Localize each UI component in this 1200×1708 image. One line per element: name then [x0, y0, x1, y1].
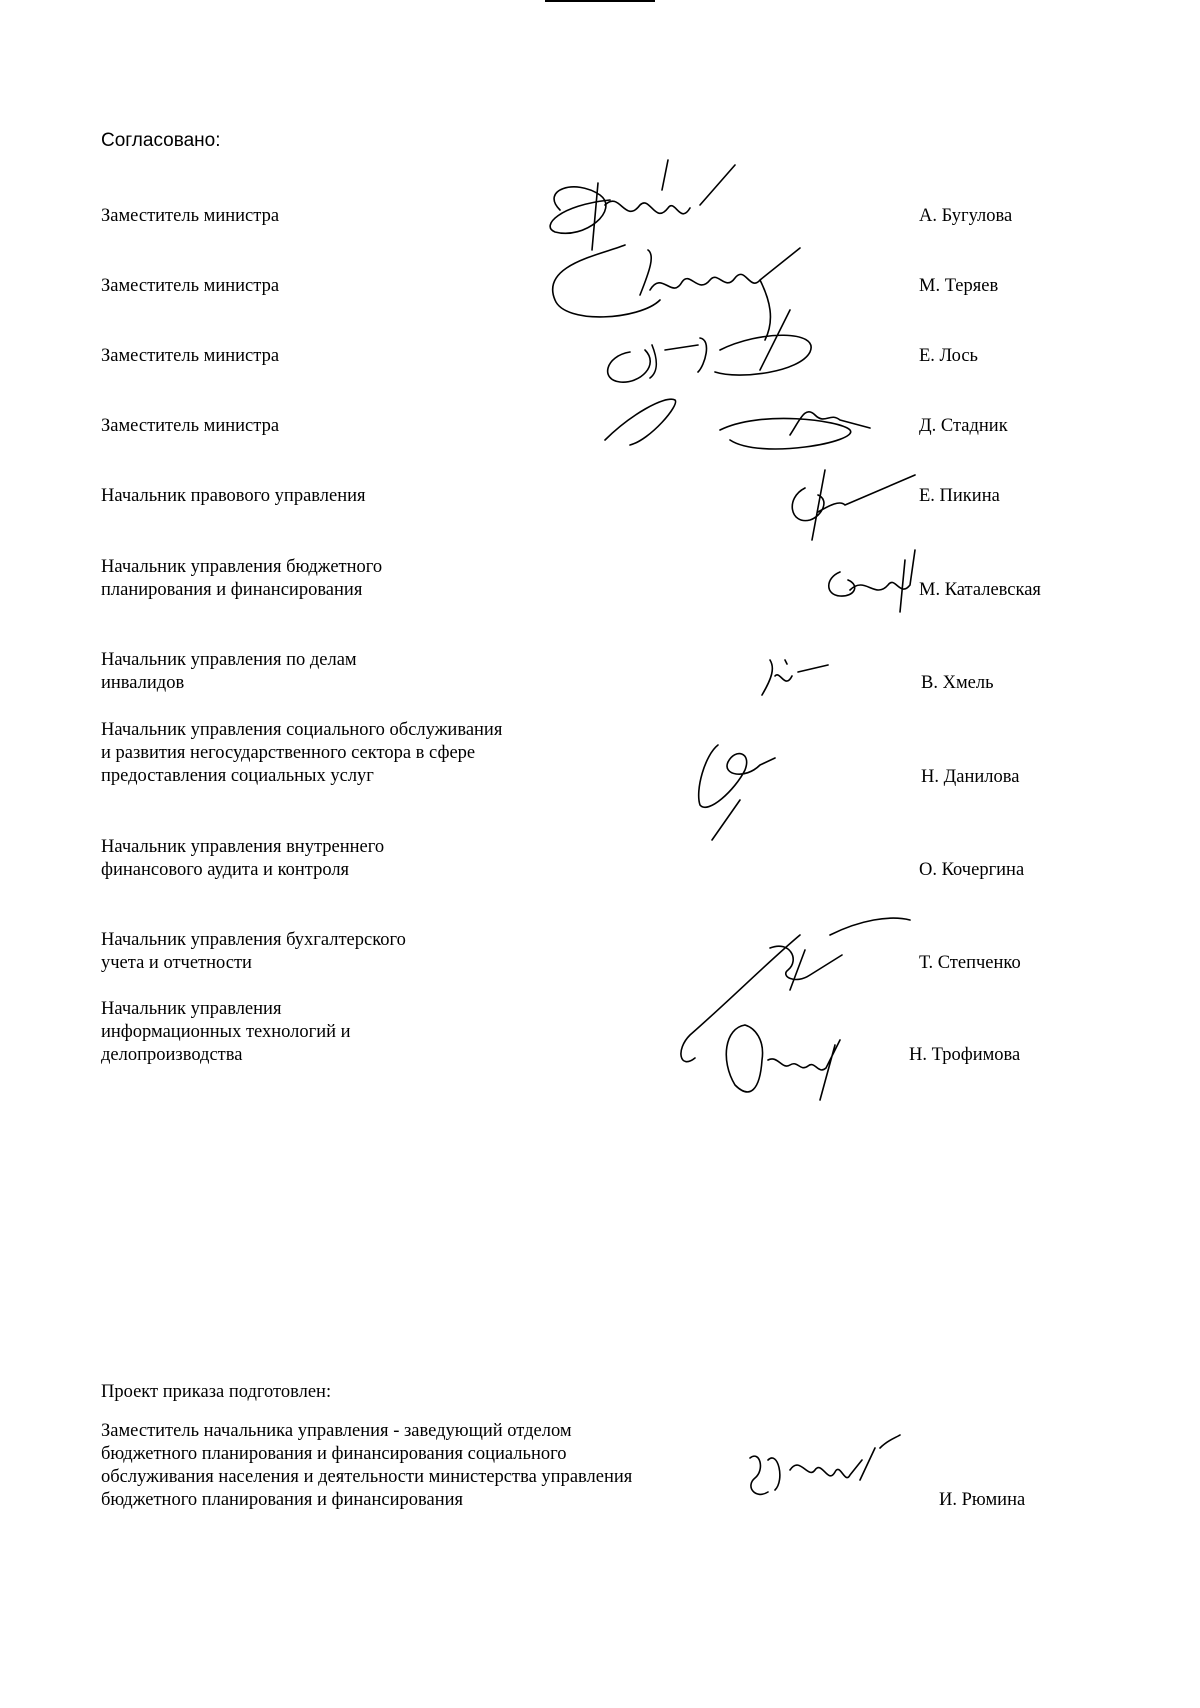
preparer-position: Заместитель начальника управления - заведующий отделом бюджетного планирования и финансирования социального обслуживания населения и деятельности министерства управления бюджетного планирования и финансирования	[101, 1421, 633, 1510]
signature-teryaev	[553, 245, 800, 340]
signature-bugulova	[550, 160, 735, 250]
approver-position: Заместитель министра	[101, 276, 280, 296]
approver-name: Д. Стадник	[919, 416, 1008, 436]
signature-ryumina	[750, 1435, 900, 1494]
top-rule	[545, 0, 655, 2]
approver-name: Н. Трофимова	[909, 1045, 1021, 1065]
signature-stepchenko	[681, 918, 910, 1062]
approver-name: А. Бугулова	[919, 206, 1013, 226]
signature-pikina	[792, 470, 915, 540]
approver-position: Заместитель министра	[101, 206, 280, 226]
approver-position: Начальник правового управления	[101, 486, 366, 506]
approver-name: О. Кочергина	[919, 860, 1025, 880]
signature-trofimova	[726, 1025, 840, 1100]
approver-position: Заместитель министра	[101, 346, 280, 366]
approver-name: В. Хмель	[921, 673, 994, 693]
approver-position: Начальник управления бюджетного планирования и финансирования	[101, 557, 383, 600]
approver-name: М. Каталевская	[919, 580, 1041, 600]
approver-position: Начальник управления внутреннего финансового аудита и контроля	[101, 837, 385, 880]
approver-position: Начальник управления социального обслуживания и развития негосударственного сектора в сфере предоставления социальных услуг	[101, 720, 503, 786]
signature-katalevskaya	[829, 550, 915, 612]
prepared-heading: Проект приказа подготовлен:	[101, 1382, 332, 1402]
approver-name: Т. Степченко	[919, 953, 1021, 973]
approver-name: Е. Лось	[919, 346, 978, 366]
approver-position: Начальник управления информационных технологий и делопроизводства	[101, 999, 351, 1065]
signature-stadnik	[605, 399, 870, 449]
approver-position: Начальник управления по делам инвалидов	[101, 650, 357, 693]
signature-khmel	[762, 660, 828, 695]
approval-heading: Согласовано:	[101, 130, 221, 151]
approver-name: Н. Данилова	[921, 767, 1020, 787]
signature-los	[608, 310, 811, 382]
approver-name: Е. Пикина	[919, 486, 1000, 506]
approver-position: Заместитель министра	[101, 416, 280, 436]
preparer-name: И. Рюмина	[939, 1490, 1026, 1510]
approver-name: М. Теряев	[919, 276, 999, 296]
approver-position: Начальник управления бухгалтерского учета и отчетности	[101, 930, 406, 973]
signature-danilova	[699, 745, 775, 840]
